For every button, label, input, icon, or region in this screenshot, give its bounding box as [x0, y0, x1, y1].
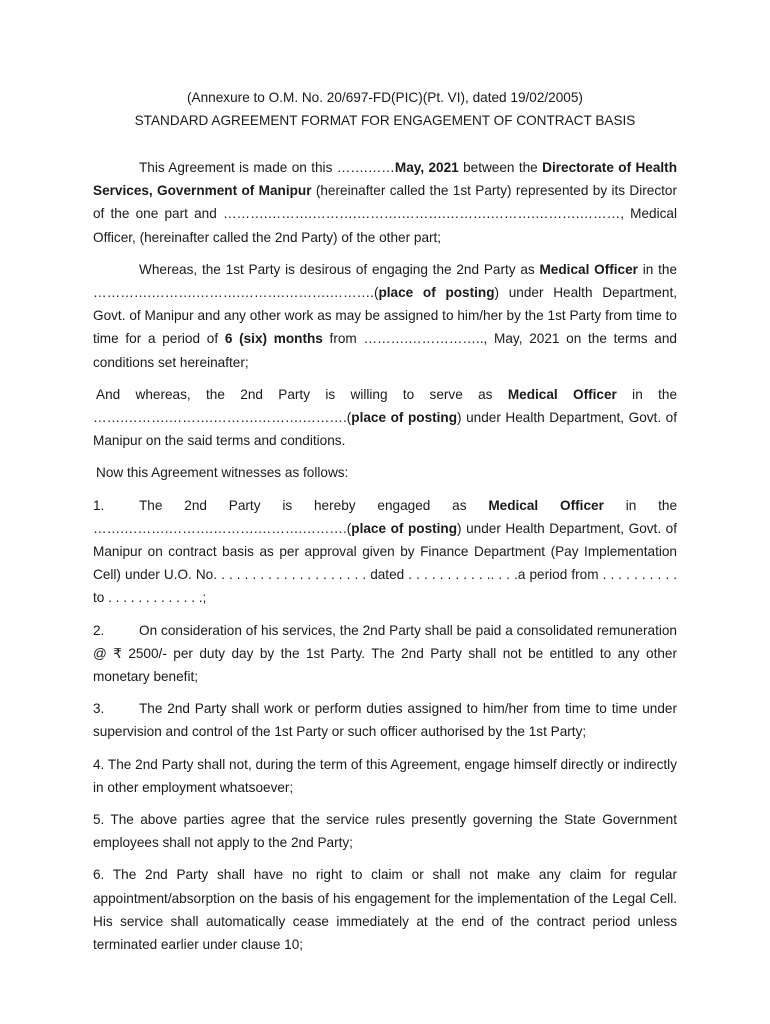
paragraph-agreement-parties: This Agreement is made on this …….……May, 2021 between the Directorate of Health Services, Government of Manipur (hereinafter called the 1st Party) represented by its Director of the one part and ……….……….……….……….……….……….……….……….………, Medical Officer, (hereinafter called the 2nd Party) of the other part;: [93, 160, 678, 245]
clause-4: 4. The 2nd Party shall not, during the term of this Agreement, engage himself directly or indirectly in other employment whatsoever;: [93, 756, 677, 795]
clause-5: 5. The above parties agree that the service rules presently governing the State Government employees shall not apply to the 2nd Party;: [93, 812, 677, 851]
clause-6: 6. The 2nd Party shall have no right to claim or shall not make any claim for regular appointment/absorption on the basis of his engagement for the implementation of the Legal Cell. His service shall automatically cease immediately at the end of the contract period unless terminated earlier under clause 10;: [93, 867, 677, 953]
clause-1: 1. The 2nd Party is hereby engaged as Medical Officer in the …….……….……….……….……….……….(place of posting) under Health Department, Govt. of Manipur on contract basis as per approval given by Finance Department (Pay Implementation Cell) under U.O. No. . . . . . . . . . . . . . . . . . . . dated . . . . . . . . . . .. . . .a period from . . . . . . . . . . to . . . . . . . . . . . . .;: [93, 494, 677, 610]
document-title: STANDARD AGREEMENT FORMAT FOR ENGAGEMENT OF CONTRACT BASIS: [134, 113, 636, 128]
clause-number: 3.: [93, 701, 105, 717]
paragraph-whereas-first-party: Whereas, the 1st Party is desirous of engaging the 2nd Party as Medical Officer in the ………….……….……….……….……….……….(place of posting) under Health Department, Govt. of Manipur and any other work as may be assigned to him/her by the 1st Party from time to time for a period of 6 (six) months from ……….…………….., May, 2021 on the terms and conditions set hereinafter;: [93, 261, 677, 370]
clause-2: 2. On consideration of his services, the 2nd Party shall be paid a consolidated remuneration @ ₹ 2500/- per duty day by the 1st Party. The 2nd Party shall not be entitled to any other monetary benefit;: [93, 619, 677, 689]
paragraph-witnesses: Now this Agreement witnesses as follows:: [96, 465, 349, 481]
annexure-reference: (Annexure to O.M. No. 20/697-FD(PIC)(Pt. VI), dated 19/02/2005): [187, 90, 583, 105]
paragraph-whereas-second-party: And whereas, the 2nd Party is willing to serve as Medical Officer in the …….……….……….……….……….……….(place of posting) under Health Department, Govt. of Manipur on the said terms and conditions.: [93, 386, 677, 449]
clause-3: 3. The 2nd Party shall work or perform duties assigned to him/her from time to time under supervision and control of the 1st Party or such officer authorised by the 1st Party;: [93, 697, 677, 743]
clause-number: 1.: [93, 497, 105, 513]
clause-number: 2.: [93, 622, 105, 638]
